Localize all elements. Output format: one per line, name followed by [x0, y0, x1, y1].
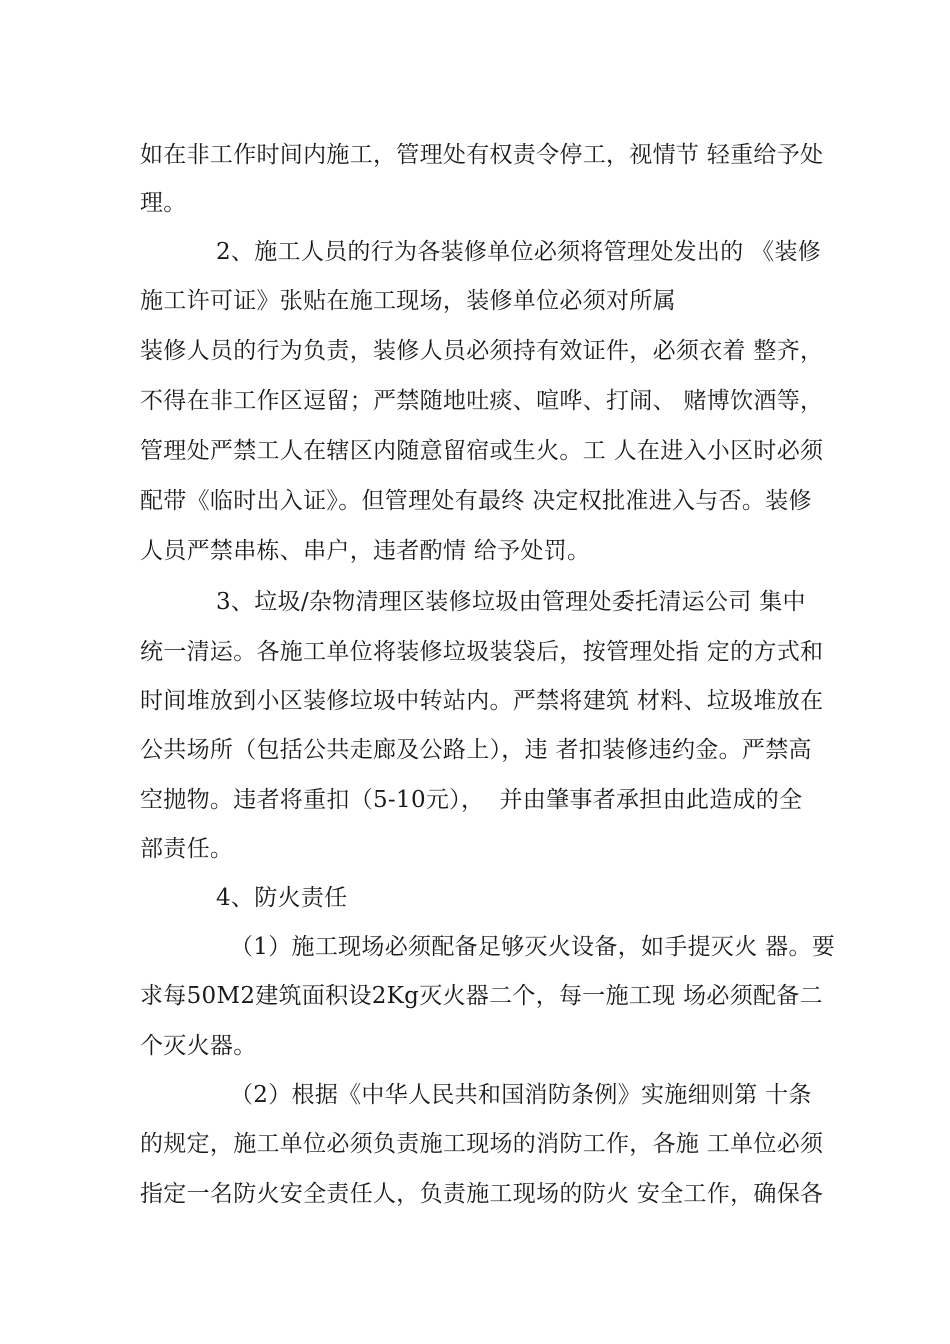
subsection-1: （1）施工现场必须配备足够灭火设备，如手提灭火 器。要 [230, 934, 836, 960]
text-line: 指定一名防火安全责任人，负责施工现场的防火 安全工作，确保各 [140, 1181, 824, 1207]
text-line: 施工许可证》张贴在施工现场，装修单位必须对所属 [140, 288, 676, 314]
text-line: 时间堆放到小区装修垃圾中转站内。严禁将建筑 材料、垃圾堆放在 [140, 688, 824, 714]
section-heading-3: 3、垃圾/杂物清理区装修垃圾由管理处委托清运公司 集中 [216, 589, 806, 615]
text-line: 装修人员的行为负责，装修人员必须持有效证件，必须衣着 整齐， [140, 338, 824, 364]
text-line: 配带《临时出入证》。但管理处有最终 决定权批准进入与否。装修 [140, 488, 812, 514]
text-line: 个灭火器。 [140, 1033, 257, 1059]
text-line: 如在非工作时间内施工，管理处有权责令停工，视情节 轻重给予处 [140, 142, 824, 168]
text-line: 空抛物。违者将重扣（5-10元）， 并由肇事者承担由此造成的全 [140, 787, 803, 813]
text-line: 人员严禁串栋、串户，违者酌情 给予处罚。 [140, 538, 591, 564]
text-line: 公共场所（包括公共走廊及公路上），违 者扣装修违约金。严禁高 [140, 737, 812, 763]
section-heading-2: 2、施工人员的行为各装修单位必须将管理处发出的 《装修 [216, 239, 822, 265]
text-line: 管理处严禁工人在辖区内随意留宿或生火。工 人在进入小区时必须 [140, 438, 824, 464]
text-line: 不得在非工作区逗留；严禁随地吐痰、喧哗、打闹、 赌博饮酒等， [140, 388, 824, 414]
text-line: 部责任。 [140, 836, 234, 862]
subsection-2: （2）根据《中华人民共和国消防条例》实施细则第 十条 [230, 1082, 812, 1108]
text-line: 求每50M2建筑面积设2Kg灭火器二个，每一施工现 场必须配备二 [140, 983, 823, 1009]
text-line: 理。 [140, 190, 187, 216]
text-line: 统一清运。各施工单位将装修垃圾装袋后，按管理处指 定的方式和 [140, 639, 824, 665]
text-line: 的规定，施工单位必须负责施工现场的消防工作，各施 工单位必须 [140, 1131, 824, 1157]
section-heading-4: 4、防火责任 [216, 885, 348, 911]
